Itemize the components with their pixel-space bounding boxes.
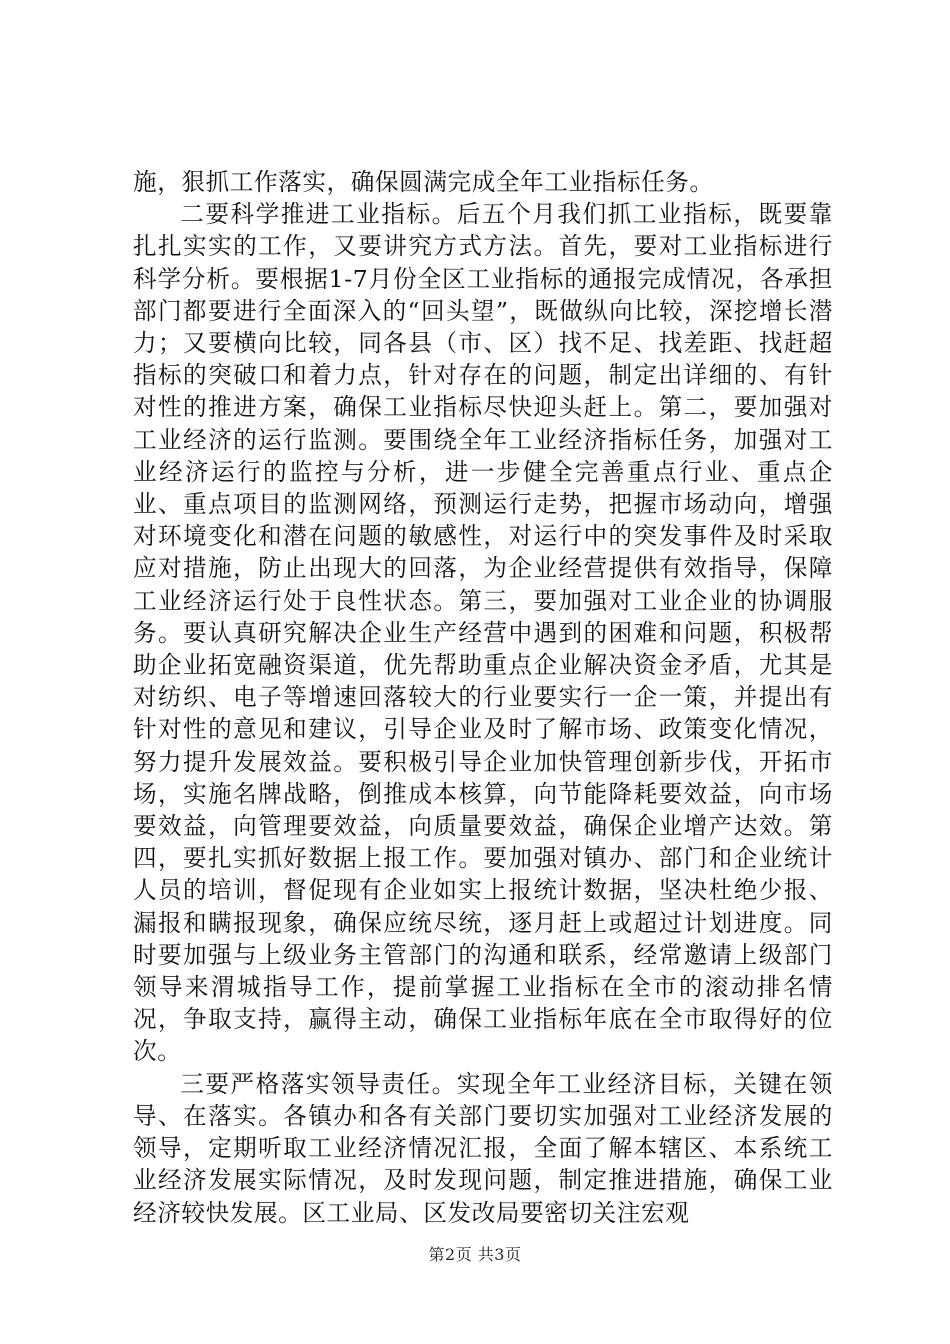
page-number: 第2页 共3页 xyxy=(428,1245,522,1264)
paragraph-scientific-promotion: 二要科学推进工业指标。后五个月我们抓工业指标，既要靠扎扎实实的工作，又要讲究方式方法。首先，要对工业指标进行科学分析。要根据1-7月份全区工业指标的通报完成情况，各承担部门都要进行全面深入的“回头望”，既做纵向比较，深挖增长潜力；又要横向比较，同各县（市、区）找不足、找差距、找赶超指标的突破口和着力点，针对存在的问题，制定出详细的、有针对性的推进方案，确保工业指标尽快迎头赶上。第二，要加强对工业经济的运行监测。要围绕全年工业经济指标任务，加强对工业经济运行的监控与分析，进一步健全完善重点行业、重点企业、重点项目的监测网络，预测运行走势，把握市场动向，增强对环境变化和潜在问题的敏感性，对运行中的突发事件及时采取应对措施，防止出现大的回落，为企业经营提供有效指导，保障工业经济运行处于良性状态。第三，要加强对工业企业的协调服务。要认真研究解决企业生产经营中遇到的困难和问题，积极帮助企业拓宽融资渠道，优先帮助重点企业解决资金矛盾，尤其是对纺织、电子等增速回落较大的行业要实行一企一策，并提出有针对性的意见和建议，引导企业及时了解市场、政策变化情况，努力提升发展效益。要积极引导企业加快管理创新步伐，开拓市场，实施名牌战略，倒推成本核算，向节能降耗要效益，向市场要效益，向管理要效益，向质量要效益，确保企业增产达效。第四，要扎实抓好数据上报工作。要加强对镇办、部门和企业统计人员的培训，督促现有企业如实上报统计数据，坚决杜绝少报、漏报和瞒报现象，确保应统尽统，逐月赶上或超过计划进度。同时要加强与上级业务主管部门的沟通和联系，经常邀请上级部门领导来渭城指导工作，提前掌握工业指标在全市的滚动排名情况，争取支持，赢得主动，确保工业指标年底在全市取得好的位次。 xyxy=(133,200,833,1066)
page-footer xyxy=(0,1245,950,1265)
paragraph-continuation: 施，狠抓工作落实，确保圆满完成全年工业指标任务。 xyxy=(133,168,714,196)
document-body xyxy=(133,166,833,1229)
paragraph-leadership-responsibility: 三要严格落实领导责任。实现全年工业经济目标，关键在领导、在落实。各镇办和各有关部门要切实加强对工业经济发展的领导，定期听取工业经济情况汇报，全面了解本辖区、本系统工业经济发展实际情况，及时发现问题，制定推进措施，确保工业经济较快发展。区工业局、区发改局要密切关注宏观 xyxy=(133,1069,833,1227)
